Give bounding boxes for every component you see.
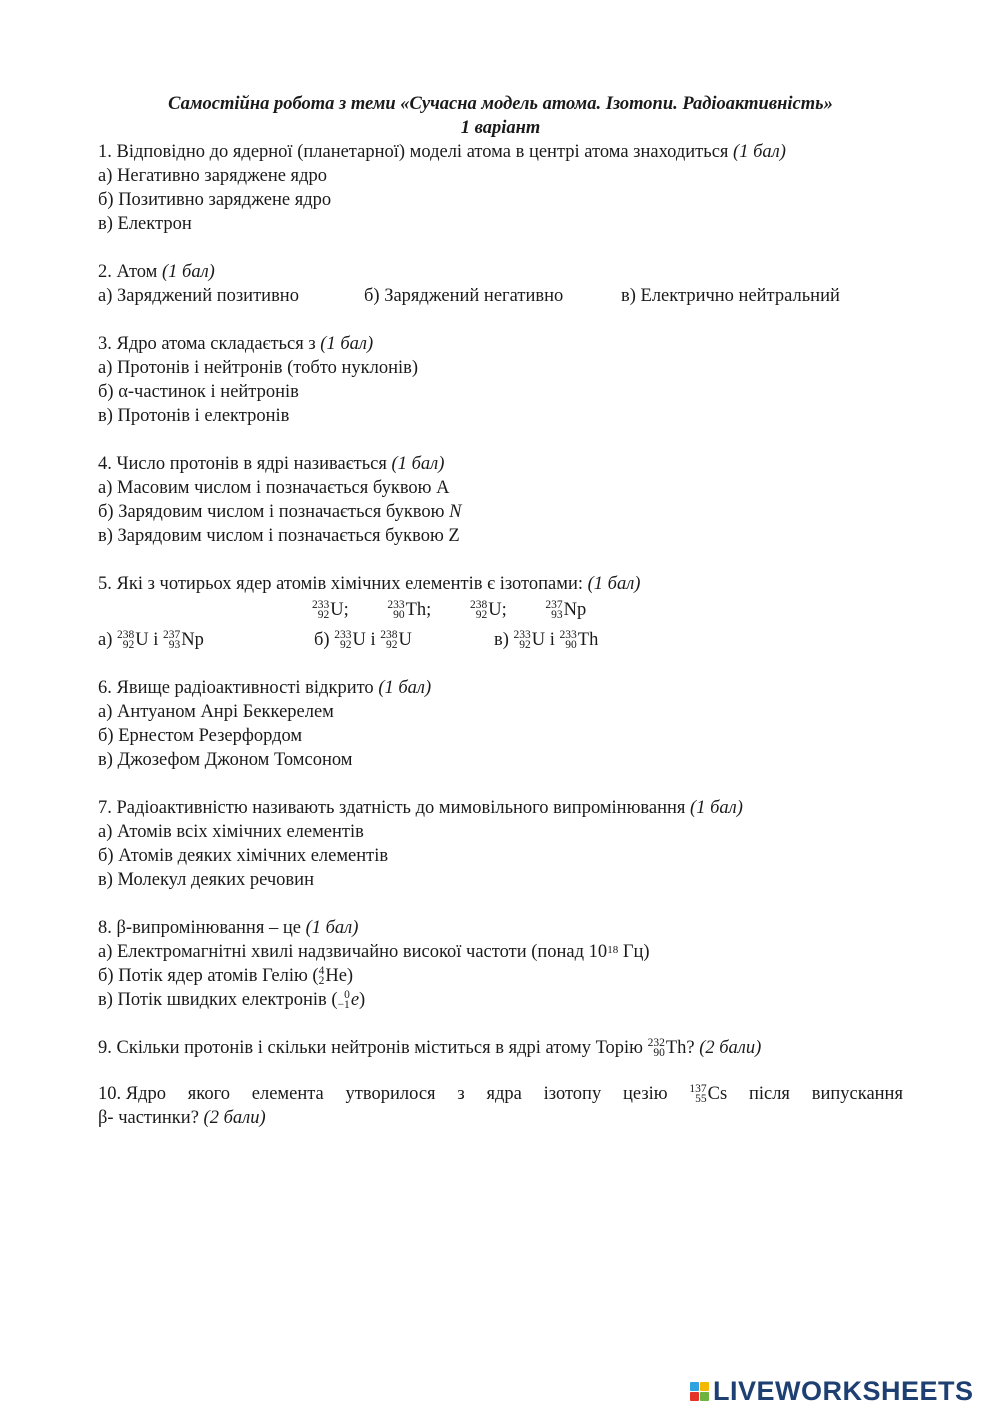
question-4-points: (1 бал): [391, 454, 445, 474]
question-9-points: (2 бали): [694, 1037, 762, 1058]
question-3: [98, 332, 903, 428]
question-6-text: 6. Явище радіоактивності відкрито (1 бал): [98, 677, 432, 698]
question-1-points: (1 бал): [733, 142, 786, 162]
question-6-points: (1 бал): [378, 677, 432, 698]
question-7-points: (1 бал): [690, 797, 743, 818]
question-7-option-c[interactable]: в) Молекул деяких речовин: [98, 869, 314, 890]
logo-square-1: [690, 1382, 699, 1391]
question-8-text: 8. β-випромінювання – це (1 бал): [98, 917, 359, 938]
question-4-text: 4. Число протонів в ядрі називається (1 бал): [98, 454, 445, 474]
question-7-option-b[interactable]: б) Атомів деяких хімічних елементів: [98, 845, 389, 866]
worksheet-page: [98, 92, 903, 1130]
logo-text: LIVEWORKSHEETS: [713, 1376, 974, 1406]
question-6: [98, 676, 903, 772]
question-2-options: [98, 284, 903, 308]
question-8-points: (1 бал): [305, 917, 359, 938]
question-2-text: 2. Атом (1 бал): [98, 262, 215, 282]
nuclide-3: 238 92 U;: [469, 598, 507, 621]
logo-square-3: [690, 1392, 699, 1401]
question-1-text: 1. Відповідно до ядерної (планетарної) моделі атома в центрі атома знаходиться (1 бал): [98, 142, 786, 162]
question-10: [98, 1082, 903, 1130]
letter-n: N: [449, 502, 462, 522]
question-10-points: (2 бали): [203, 1107, 266, 1128]
question-1-option-b[interactable]: б) Позитивно заряджене ядро: [98, 190, 332, 210]
question-2-option-c[interactable]: в) Електрично нейтральний: [621, 286, 840, 306]
question-5-option-a[interactable]: а) 238 92 U і 237 93 Np: [98, 628, 204, 651]
question-1-option-a[interactable]: а) Негативно заряджене ядро: [98, 166, 327, 186]
question-5-options: [98, 628, 903, 652]
logo-mark-icon: [690, 1382, 709, 1401]
question-2: [98, 260, 903, 308]
question-4-option-b[interactable]: б) Зарядовим числом і позначається буквою N: [98, 502, 462, 522]
question-7-option-a[interactable]: а) Атомів всіх хімічних елементів: [98, 821, 364, 842]
question-7-text: 7. Радіоактивністю називають здатність до мимовільного випромінювання (1 бал): [98, 797, 743, 818]
worksheet-title: [98, 92, 903, 140]
logo-square-4: [700, 1392, 709, 1401]
question-4-option-a[interactable]: а) Масовим числом і позначається буквою А: [98, 478, 450, 498]
question-6-option-b[interactable]: б) Ернестом Резерфордом: [98, 725, 303, 746]
question-4-option-c[interactable]: в) Зарядовим числом і позначається буквою Z: [98, 526, 460, 546]
question-9: [98, 1036, 903, 1060]
question-6-option-c[interactable]: в) Джозефом Джоном Томсоном: [98, 749, 353, 770]
question-5-option-b[interactable]: б) 233 92 U і 238 92 U: [314, 628, 412, 651]
question-6-option-a[interactable]: а) Антуаном Анрі Беккерелем: [98, 701, 334, 722]
question-1-option-c[interactable]: в) Електрон: [98, 214, 192, 234]
question-3-option-a[interactable]: а) Протонів і нейтронів (тобто нуклонів): [98, 358, 419, 378]
title-line-2: 1 варіант: [460, 118, 541, 138]
question-3-option-b[interactable]: б) α-частинок і нейтронів: [98, 382, 299, 402]
question-8-option-a[interactable]: а) Електромагнітні хвилі надзвичайно високої частоти (понад $10^{18}$ Гц): [98, 941, 650, 962]
question-2-points: (1 бал): [162, 262, 215, 282]
question-10-line-2: β- частинки? (2 бали): [98, 1107, 266, 1128]
thorium-nuclide: 232 90 Th?: [647, 1036, 695, 1059]
question-3-option-c[interactable]: в) Протонів і електронів: [98, 406, 290, 426]
question-8-option-b[interactable]: б) Потік ядер атомів Гелію ( 4 2 He ): [98, 964, 354, 987]
question-2-option-b[interactable]: б) Заряджений негативно: [364, 286, 564, 306]
logo-square-2: [700, 1382, 709, 1391]
question-5-text: 5. Які з чотирьох ядер атомів хімічних елементів є ізотопами: (1 бал): [98, 574, 641, 594]
question-2-option-a[interactable]: а) Заряджений позитивно: [98, 286, 299, 306]
question-3-text: 3. Ядро атома складається з (1 бал): [98, 334, 374, 354]
question-5: [98, 572, 903, 652]
question-8: [98, 916, 903, 1012]
question-10-line-1: 10. Ядро якого елемента утворилося з ядра ізотопу цезію 137 55 Cs після випускання: [98, 1082, 903, 1105]
nuclide-4: 237 93 Np: [545, 598, 587, 621]
nuclide-1: 233 92 U;: [312, 598, 349, 621]
cesium-nuclide: 137 55 Cs: [689, 1082, 728, 1105]
question-1: [98, 140, 903, 236]
question-8-option-c[interactable]: в) Потік швидких електронів ( 0 −1 e ): [98, 988, 366, 1011]
question-9-text: 9. Скільки протонів і скільки нейтронів міститься в ядрі атому Торію 232 90 Th? (2 бали): [98, 1036, 762, 1059]
title-line-1: Самостійна робота з теми «Сучасна модель атома. Ізотопи. Радіоактивність»: [168, 94, 833, 114]
nuclide-2: 233 90 Th;: [387, 598, 432, 621]
question-5-option-c[interactable]: в) 233 92 U і 233 90 Th: [494, 628, 599, 651]
question-4: [98, 452, 903, 548]
nuclide-list: [98, 597, 903, 622]
liveworksheets-logo[interactable]: [690, 1376, 974, 1407]
question-7: [98, 796, 903, 892]
question-3-points: (1 бал): [320, 334, 374, 354]
question-5-points: (1 бал): [587, 574, 641, 594]
